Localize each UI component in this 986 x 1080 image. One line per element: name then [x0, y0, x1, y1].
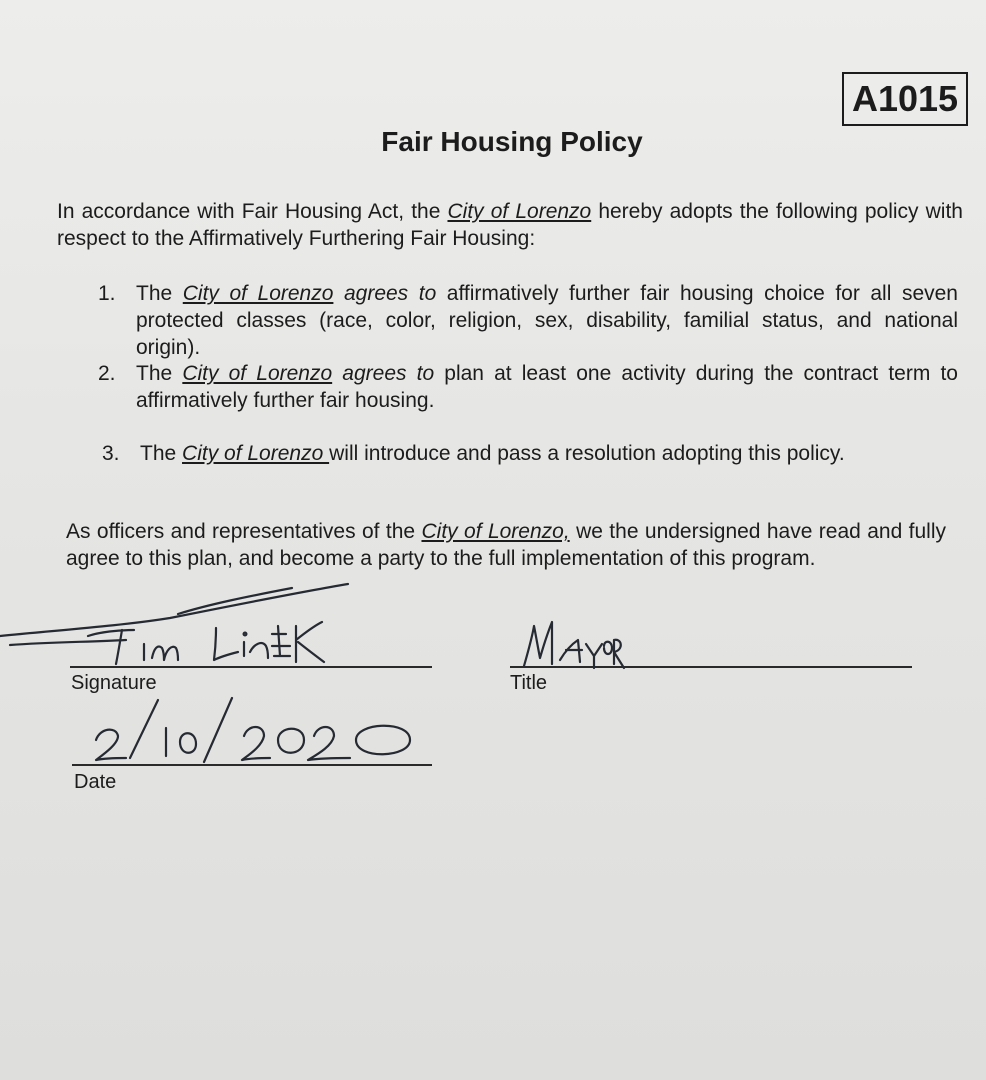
closing-city: City of Lorenzo, [421, 520, 570, 543]
policy-item-city: City of Lorenzo [182, 362, 333, 385]
policy-item-number: 1. [98, 282, 116, 305]
policy-item-city: City of Lorenzo [182, 282, 334, 305]
closing-text-2: we the undersigned have read and fully agree to this plan, and become a party to the full implementation of this program. [66, 520, 946, 570]
policy-item-text: The City of Lorenzo agrees to affirmatively further fair housing choice for all seven protected classes (race, color, religion, sex, disability, familial status, and national origin). [136, 282, 958, 359]
document-id-box: A1015 [842, 72, 968, 126]
policy-item-text: The City of Lorenzo will introduce and pass a resolution adopting this policy. [140, 442, 845, 465]
title-label: Title [510, 672, 548, 694]
title-ink [524, 622, 552, 666]
signature-label: Signature [71, 672, 157, 694]
policy-item-number: 2. [98, 362, 116, 385]
intro-city: City of Lorenzo [447, 200, 592, 223]
policy-item-number: 3. [102, 442, 120, 465]
policy-item-city: City of Lorenzo [182, 442, 330, 465]
intro-text-1: In accordance with Fair Housing Act, the [57, 200, 448, 223]
intro-text-2: hereby adopts the following policy with respect to the Affirmatively Furthering Fair Housing: [57, 200, 963, 250]
date-ink [96, 730, 126, 760]
document-title: Fair Housing Policy [381, 126, 643, 157]
policy-item-text: The City of Lorenzo agrees to plan at least one activity during the contract term to affirmatively further fair housing. [136, 362, 958, 412]
closing-text-1: As officers and representatives of the [66, 520, 422, 543]
signature-name-ink [88, 630, 134, 636]
date-label: Date [74, 771, 117, 793]
